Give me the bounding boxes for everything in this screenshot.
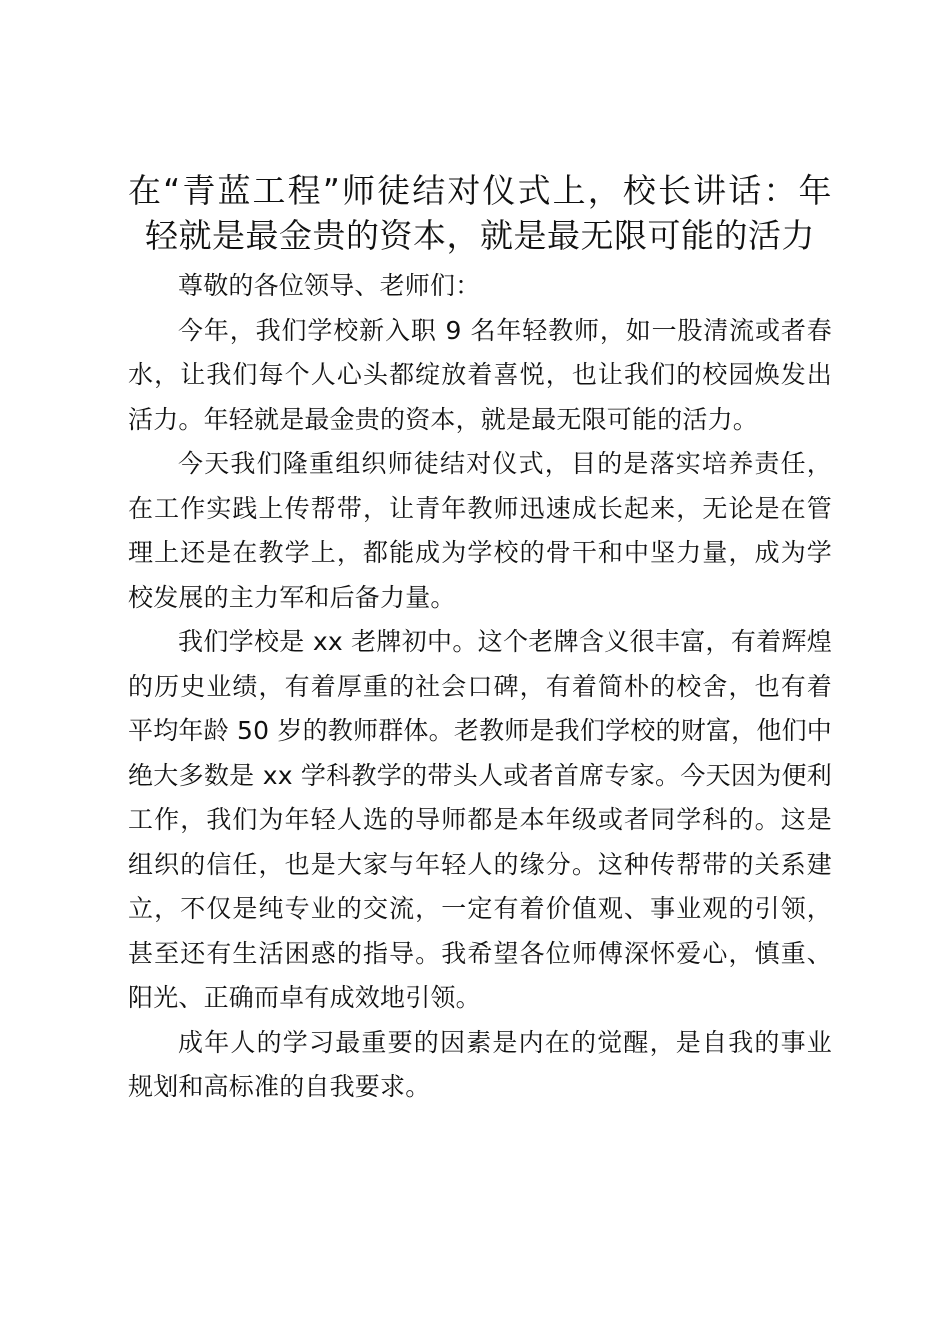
document-page — [128, 168, 832, 1110]
body-paragraph-4: 成年人的学习最重要的因素是内在的觉醒，是自我的事业规划和高标准的自我要求。 — [128, 1027, 832, 1101]
body-paragraph-1: 今年，我们学校新入职 9 名年轻教师，如一股清流或者春水，让我们每个人心头都绽放着喜悦，也让我们的校园焕发出活力。年轻就是最金贵的资本，就是最无限可能的活力。 — [128, 315, 832, 434]
body-paragraph-3: 我们学校是 xx 老牌初中。这个老牌含义很丰富，有着辉煌的历史业绩，有着厚重的社会口碑，有着简朴的校舍，也有着平均年龄 50 岁的教师群体。老教师是我们学校的财富，他们中绝大多数是 xx 学科教学的带头人或者首席专家。今天因为便利工作，我们为年轻人选的导师都是本年级或者同学科的。这是组织的信任，也是大家与年轻人的缘分。这种传帮带的关系建立，不仅是纯专业的交流，一定有着价值观、事业观的引领，甚至还有生活困惑的指导。我希望各位师傅深怀爱心，慎重、阳光、正确而卓有成效地引领。 — [128, 627, 832, 1012]
body-paragraph-2: 今天我们隆重组织师徒结对仪式，目的是落实培养责任，在工作实践上传帮带，让青年教师迅速成长起来，无论是在管理上还是在教学上，都能成为学校的骨干和中坚力量，成为学校发展的主力军和后备力量。 — [128, 449, 832, 612]
salutation-paragraph: 尊敬的各位领导、老师们： — [178, 271, 481, 300]
document-title: 在“青蓝工程”师徒结对仪式上，校长讲话：年轻就是最金贵的资本，就是最无限可能的活力 — [128, 171, 832, 255]
